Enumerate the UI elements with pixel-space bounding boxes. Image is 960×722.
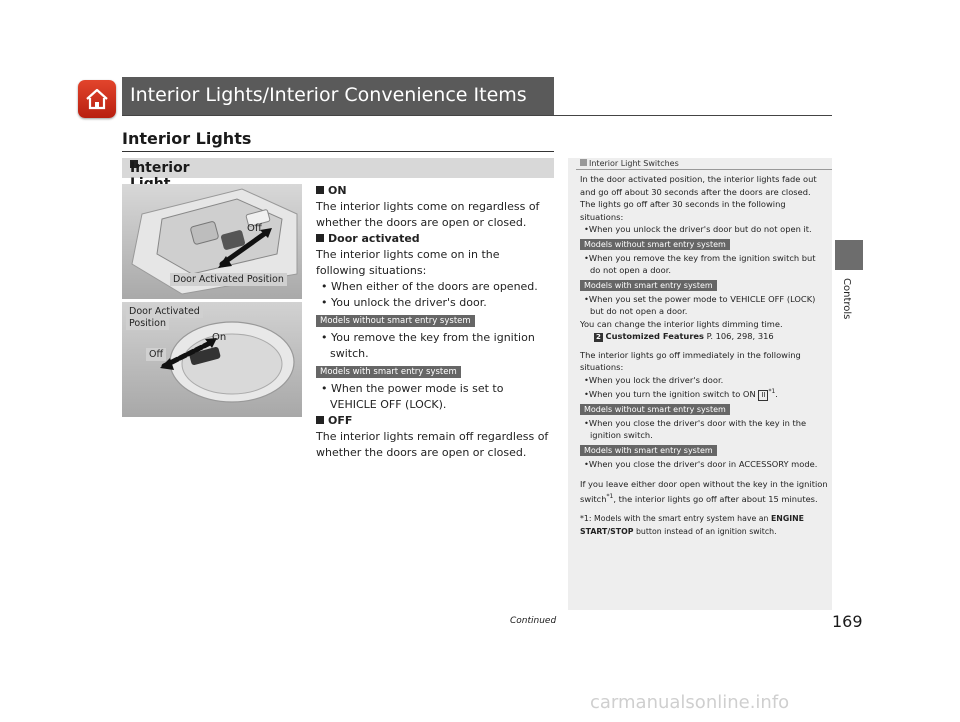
note-bullet-2: •When you remove the key from the ignition switch but do not open a door.: [584, 252, 816, 275]
ignition-position-key-icon: II: [758, 390, 768, 401]
door-bullet-1: • When either of the doors are opened.: [321, 280, 538, 293]
chapter-title-bar: [122, 77, 554, 115]
xref-arrow-icon: 2: [596, 333, 601, 341]
note-body: [580, 173, 828, 538]
on-heading: ON: [328, 184, 347, 197]
page-number: 169: [832, 612, 863, 631]
note-tag-3: Models without smart entry system: [580, 404, 730, 415]
rear-light-image: [122, 302, 302, 417]
xref-pages: P. 106, 298, 316: [706, 331, 774, 341]
note-bullet-4: •When you lock the driver's door.: [584, 374, 724, 385]
tag-without-smart-entry: Models without smart entry system: [316, 315, 475, 327]
note-tag-1: Models without smart entry system: [580, 239, 730, 250]
door-bullet-3: • You remove the key from the ignition switch.: [321, 331, 535, 360]
note-bullet-1: •When you unlock the driver's door but do not open it.: [584, 224, 812, 234]
title-divider: [122, 115, 832, 116]
footnote-marker: *1: [768, 388, 776, 395]
off-label-bottom: Off: [146, 348, 166, 361]
off-heading: OFF: [328, 414, 353, 427]
footnote-pre: *1: Models with the smart entry system have an: [580, 514, 769, 524]
xref-title: Customized Features: [605, 331, 704, 341]
note-dim: You can change the interior lights dimming time.: [580, 318, 783, 329]
main-body-text: [316, 183, 552, 461]
note-title: Interior Light Switches: [589, 159, 679, 168]
on-text: The interior lights come on regardless of whether the doors are open or closed.: [316, 200, 540, 229]
door-activated-label-2: Position: [126, 317, 169, 330]
note-leave-pre: If you leave either door open without the key in the ignition switch: [580, 479, 828, 504]
off-label: Off: [247, 223, 262, 234]
note-footnote: [580, 513, 828, 538]
note-leave-post: , the interior lights go off after about 15 minutes.: [613, 493, 818, 504]
overhead-console-image: [122, 184, 302, 299]
door-activated-label-1: Door Activated: [126, 305, 203, 318]
chapter-tab-marker[interactable]: [835, 240, 863, 270]
footnote-bold: ENGINE START/STOP: [580, 514, 804, 536]
note-tag-2: Models with smart entry system: [580, 280, 717, 291]
door-bullet-4: • When the power mode is set to VEHICLE OFF (LOCK).: [321, 382, 504, 411]
door-text: The interior lights come on in the following situations:: [316, 248, 500, 277]
note-immediate: The interior lights go off immediately in the following situations:: [580, 349, 801, 372]
section-title: Interior Lights: [122, 129, 252, 148]
note-leave: [580, 478, 828, 505]
note-bullet-5: •When you turn the ignition switch to ON II $^{*1}$.: [584, 388, 778, 399]
section-divider: [122, 151, 554, 152]
chapter-tab-label[interactable]: Controls: [841, 278, 852, 320]
subsection-header: [122, 158, 554, 178]
on-heading-row: [316, 183, 552, 199]
chapter-title: Interior Lights/Interior Convenience Items: [130, 84, 527, 106]
note-intro: In the door activated position, the interior lights fade out and go off about 30 seconds after the doors are closed. The lights go off after 30 seconds in the following situations:: [580, 174, 817, 222]
off-heading-row: [316, 413, 552, 429]
note-xref[interactable]: [580, 330, 828, 343]
note-bullet-3: •When you set the power mode to VEHICLE OFF (LOCK) but do not open a door.: [584, 293, 816, 316]
watermark: carmanualsonline.info: [590, 692, 790, 713]
square-bullet-icon: [316, 186, 324, 194]
note-icon: [580, 159, 587, 166]
note-title-row: [580, 159, 679, 168]
footnote-post: button instead of an ignition switch.: [635, 526, 777, 536]
note-bullet-6: •When you close the driver's door with the key in the ignition switch.: [584, 417, 807, 441]
door-heading: Door activated: [328, 232, 420, 245]
door-activated-position-label: Door Activated Position: [170, 273, 287, 286]
square-bullet-icon: [316, 416, 324, 424]
note-box: [568, 158, 832, 610]
on-label: On: [212, 332, 227, 343]
continued-label: Continued: [510, 616, 557, 626]
door-bullet-2: • You unlock the driver's door.: [321, 296, 487, 309]
footnote-marker-2: *1: [606, 492, 614, 500]
off-text: The interior lights remain off regardless of whether the doors are open or closed.: [316, 430, 549, 459]
home-icon: [84, 86, 110, 112]
tag-with-smart-entry: Models with smart entry system: [316, 366, 461, 378]
note-bullet-5-text: •When you turn the ignition switch to ON: [584, 388, 756, 399]
subsection-title: Interior: [130, 160, 190, 176]
square-bullet-icon: [316, 234, 324, 242]
note-bullet-7: •When you close the driver's door in ACCESSORY mode.: [584, 458, 818, 469]
note-divider: [576, 169, 832, 170]
note-tag-4: Models with smart entry system: [580, 445, 717, 456]
door-heading-row: [316, 231, 552, 247]
home-button[interactable]: [78, 80, 116, 118]
